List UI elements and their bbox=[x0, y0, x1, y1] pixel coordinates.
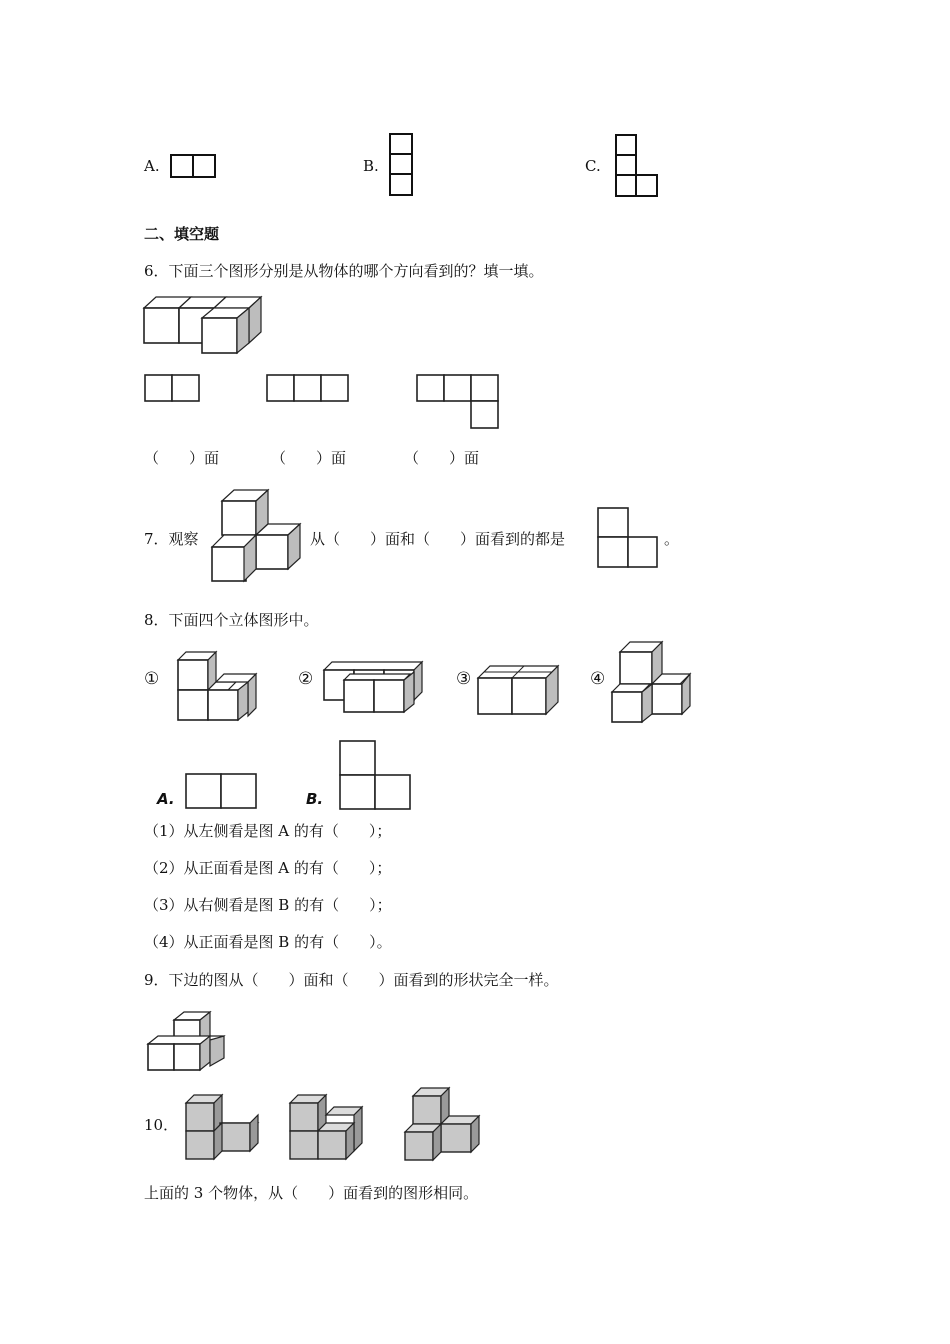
q8-figure-2 bbox=[322, 660, 428, 716]
q8-marker-4: ④ bbox=[590, 669, 606, 689]
q8-item-1[interactable]: （1）从左侧看是图 A 的有（ ）； bbox=[144, 822, 392, 840]
q7-middle[interactable]: 从（ ）面和（ ）面看到的都是 bbox=[310, 530, 566, 548]
q8-figure-a bbox=[185, 773, 257, 809]
q6-blank-3[interactable]: （ ）面 bbox=[404, 449, 480, 467]
q9-cube-figure bbox=[146, 1010, 230, 1074]
option-c-figure bbox=[615, 134, 659, 198]
q6-view-1 bbox=[144, 374, 200, 402]
q6-blank-1[interactable]: （ ）面 bbox=[144, 449, 220, 467]
q8-item-4[interactable]: （4）从正面看是图 B 的有（ ）。 bbox=[144, 933, 392, 951]
q8-figure-b bbox=[339, 740, 411, 810]
q10-text[interactable]: 上面的 3 个物体，从（ ）面看到的图形相同。 bbox=[144, 1184, 479, 1202]
q8-label-b: B. bbox=[306, 790, 324, 808]
q10-label: 10． bbox=[144, 1116, 179, 1134]
q7-suffix: 。 bbox=[664, 530, 680, 548]
option-b-figure bbox=[389, 133, 413, 197]
q7-view-figure bbox=[597, 507, 659, 569]
option-c-label: C. bbox=[585, 157, 601, 175]
q6-view-2 bbox=[266, 374, 350, 402]
q8-figure-3 bbox=[476, 664, 560, 718]
q8-text: 8．下面四个立体图形中。 bbox=[144, 611, 319, 629]
q6-blank-2[interactable]: （ ）面 bbox=[271, 449, 347, 467]
q10-figure-2 bbox=[288, 1093, 366, 1161]
q6-cube-figure bbox=[143, 296, 263, 356]
q8-marker-3: ③ bbox=[456, 669, 472, 689]
q8-marker-1: ① bbox=[144, 669, 160, 689]
q8-item-3[interactable]: （3）从右侧看是图 B 的有（ ）； bbox=[144, 896, 392, 914]
section-title: 二、填空题 bbox=[144, 225, 220, 243]
q8-label-a: A. bbox=[157, 790, 175, 808]
q10-figure-1 bbox=[184, 1093, 262, 1161]
q8-figure-4 bbox=[610, 640, 694, 724]
q8-figure-1 bbox=[176, 650, 260, 722]
q7-prefix: 7．观察 bbox=[144, 530, 199, 548]
q6-view-3 bbox=[416, 374, 500, 430]
q8-item-2[interactable]: （2）从正面看是图 A 的有（ ）； bbox=[144, 859, 392, 877]
q7-cube-figure bbox=[210, 489, 302, 583]
option-a-label: A. bbox=[144, 157, 160, 175]
option-b-label: B. bbox=[363, 157, 379, 175]
q10-figure-3 bbox=[403, 1086, 483, 1164]
q9-text[interactable]: 9．下边的图从（ ）面和（ ）面看到的形状完全一样。 bbox=[144, 971, 559, 989]
q6-text: 6．下面三个图形分别是从物体的哪个方向看到的？填一填。 bbox=[144, 262, 544, 280]
q8-marker-2: ② bbox=[298, 669, 314, 689]
option-a-figure bbox=[170, 154, 216, 178]
